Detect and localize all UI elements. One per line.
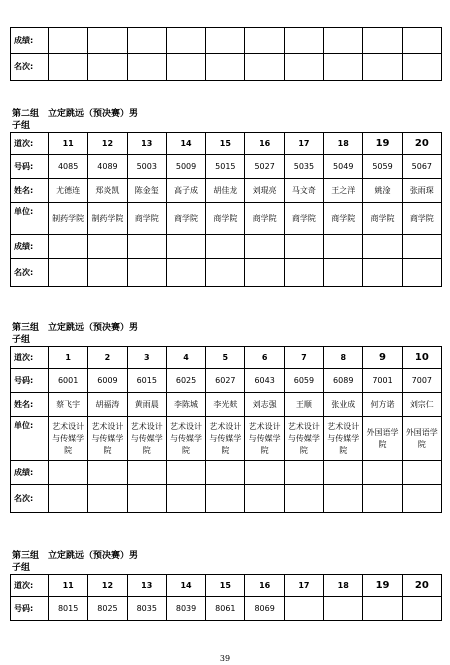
- page-number: 39: [219, 654, 231, 663]
- group-2-table: [10, 132, 442, 287]
- number-cell: 5035: [284, 155, 323, 179]
- group-title-line1: 第三组 立定跳远（预决赛）男: [12, 323, 139, 333]
- score-cell: [363, 235, 402, 259]
- score-cell: [49, 235, 88, 259]
- round-cell: 17: [284, 575, 323, 597]
- round-cell: 15: [206, 575, 245, 597]
- unit-cell: 商学院: [284, 203, 323, 235]
- rank-cell: [402, 259, 441, 287]
- number-cell: 6027: [206, 369, 245, 393]
- rank-cell: [88, 259, 127, 287]
- score-cell: [284, 235, 323, 259]
- score-cell: [284, 461, 323, 485]
- round-cell: 18: [324, 575, 363, 597]
- rank-cell: [363, 485, 402, 513]
- rank-cell: [324, 54, 363, 81]
- athlete-name-cell: 马文奇: [284, 179, 323, 203]
- group-title-line1: 第三组 立定跳远（预决赛）男: [12, 551, 139, 561]
- round-cell: 10: [402, 347, 441, 369]
- unit-row: [11, 203, 442, 235]
- round-cell: 8: [324, 347, 363, 369]
- round-label: 道次:: [11, 347, 49, 369]
- score-cell: [324, 235, 363, 259]
- round-cell: 16: [245, 575, 284, 597]
- athlete-name-cell: 尤德连: [49, 179, 88, 203]
- number-cell: 6059: [284, 369, 323, 393]
- rank-cell: [49, 259, 88, 287]
- score-cell: [166, 461, 205, 485]
- number-cell: 8069: [245, 597, 284, 621]
- athlete-name-cell: 胡佳龙: [206, 179, 245, 203]
- number-cell: 7001: [363, 369, 402, 393]
- round-cell: 3: [127, 347, 166, 369]
- name-row: [11, 393, 442, 417]
- round-cell: 11: [49, 575, 88, 597]
- round-cell: 9: [363, 347, 402, 369]
- rank-cell: [402, 54, 441, 81]
- group-title-line2: 子组: [12, 335, 31, 345]
- unit-cell: 商学院: [206, 203, 245, 235]
- group-title-line2: 子组: [12, 121, 31, 131]
- rank-cell: [206, 54, 245, 81]
- name-label: 姓名:: [11, 179, 49, 203]
- rank-cell: [88, 485, 127, 513]
- score-cell: [127, 28, 166, 54]
- athlete-name-cell: 黄雨晨: [127, 393, 166, 417]
- unit-cell: 艺术设计与传媒学院: [127, 417, 166, 461]
- score-row: [11, 461, 442, 485]
- unit-cell: 商学院: [363, 203, 402, 235]
- athlete-name-cell: 王顺: [284, 393, 323, 417]
- number-cell: 7007: [402, 369, 441, 393]
- score-cell: [206, 235, 245, 259]
- rank-cell: [166, 485, 205, 513]
- rank-cell: [49, 54, 88, 81]
- score-cell: [363, 461, 402, 485]
- unit-cell: 制药学院: [88, 203, 127, 235]
- rank-label: 名次:: [11, 259, 49, 287]
- unit-row: [11, 417, 442, 461]
- score-cell: [245, 28, 284, 54]
- group-title-line2: 子组: [12, 563, 31, 573]
- round-cell: 13: [127, 133, 166, 155]
- athlete-name-cell: 姚淦: [363, 179, 402, 203]
- round-cell: 14: [166, 133, 205, 155]
- round-cell: 13: [127, 575, 166, 597]
- round-row: [11, 347, 442, 369]
- number-cell: [402, 597, 441, 621]
- group-title: [12, 550, 312, 574]
- top-results-table: [10, 27, 442, 81]
- unit-cell: 商学院: [324, 203, 363, 235]
- number-cell: [324, 597, 363, 621]
- unit-cell: 外国语学院: [402, 417, 441, 461]
- rank-label: 名次:: [11, 54, 49, 81]
- rank-cell: [127, 259, 166, 287]
- score-cell: [324, 461, 363, 485]
- rank-row: [11, 485, 442, 513]
- score-cell: [49, 28, 88, 54]
- score-cell: [206, 28, 245, 54]
- rank-cell: [284, 259, 323, 287]
- name-label: 姓名:: [11, 393, 49, 417]
- score-cell: [166, 28, 205, 54]
- rank-cell: [324, 485, 363, 513]
- rank-cell: [284, 485, 323, 513]
- athlete-name-cell: 刘琨亮: [245, 179, 284, 203]
- round-cell: 14: [166, 575, 205, 597]
- athlete-name-cell: 何方诺: [363, 393, 402, 417]
- unit-cell: 艺术设计与传媒学院: [88, 417, 127, 461]
- unit-cell: 商学院: [166, 203, 205, 235]
- unit-cell: 艺术设计与传媒学院: [284, 417, 323, 461]
- rank-cell: [206, 259, 245, 287]
- rank-cell: [88, 54, 127, 81]
- rank-cell: [363, 259, 402, 287]
- unit-cell: 艺术设计与传媒学院: [324, 417, 363, 461]
- score-cell: [324, 28, 363, 54]
- score-cell: [363, 28, 402, 54]
- name-row: [11, 179, 442, 203]
- score-cell: [127, 235, 166, 259]
- round-cell: 17: [284, 133, 323, 155]
- number-cell: 8061: [206, 597, 245, 621]
- round-cell: 7: [284, 347, 323, 369]
- athlete-name-cell: 高子成: [166, 179, 205, 203]
- number-row: [11, 369, 442, 393]
- rank-cell: [49, 485, 88, 513]
- number-cell: 6015: [127, 369, 166, 393]
- unit-cell: 艺术设计与传媒学院: [206, 417, 245, 461]
- round-cell: 20: [402, 133, 441, 155]
- athlete-name-cell: 陈金玺: [127, 179, 166, 203]
- group-title-line1: 第二组 立定跳远（预决赛）男: [12, 109, 139, 119]
- round-row: [11, 575, 442, 597]
- unit-label: 单位:: [11, 417, 49, 461]
- rank-row: [11, 54, 442, 81]
- athlete-name-cell: 刘志强: [245, 393, 284, 417]
- unit-cell: 商学院: [245, 203, 284, 235]
- number-cell: 8015: [49, 597, 88, 621]
- athlete-name-cell: 王之洋: [324, 179, 363, 203]
- rank-cell: [245, 54, 284, 81]
- unit-cell: 艺术设计与传媒学院: [166, 417, 205, 461]
- number-cell: 5027: [245, 155, 284, 179]
- athlete-name-cell: 李陈城: [166, 393, 205, 417]
- athlete-name-cell: 郑炎凯: [88, 179, 127, 203]
- score-row: [11, 235, 442, 259]
- score-row: [11, 28, 442, 54]
- number-cell: 5009: [166, 155, 205, 179]
- number-cell: 8039: [166, 597, 205, 621]
- round-cell: 16: [245, 133, 284, 155]
- round-label: 道次:: [11, 575, 49, 597]
- unit-label: 单位:: [11, 203, 49, 235]
- score-cell: [88, 461, 127, 485]
- round-cell: 1: [49, 347, 88, 369]
- rank-cell: [245, 259, 284, 287]
- score-cell: [88, 235, 127, 259]
- round-cell: 12: [88, 133, 127, 155]
- rank-cell: [245, 485, 284, 513]
- athlete-name-cell: 蔡飞宇: [49, 393, 88, 417]
- rank-cell: [127, 54, 166, 81]
- round-cell: 5: [206, 347, 245, 369]
- unit-cell: 制药学院: [49, 203, 88, 235]
- score-cell: [402, 235, 441, 259]
- unit-cell: 商学院: [402, 203, 441, 235]
- number-cell: 6025: [166, 369, 205, 393]
- number-cell: 5003: [127, 155, 166, 179]
- number-cell: 6043: [245, 369, 284, 393]
- round-cell: 15: [206, 133, 245, 155]
- group-3-table: [10, 346, 442, 513]
- number-cell: 6009: [88, 369, 127, 393]
- number-cell: [363, 597, 402, 621]
- rank-cell: [324, 259, 363, 287]
- score-cell: [402, 461, 441, 485]
- round-cell: 12: [88, 575, 127, 597]
- round-cell: 19: [363, 575, 402, 597]
- rank-cell: [166, 54, 205, 81]
- score-label: 成绩:: [11, 235, 49, 259]
- group-3-continued-table: [10, 574, 442, 621]
- rank-cell: [206, 485, 245, 513]
- number-cell: [284, 597, 323, 621]
- round-cell: 18: [324, 133, 363, 155]
- number-cell: 8025: [88, 597, 127, 621]
- score-cell: [206, 461, 245, 485]
- number-label: 号码:: [11, 155, 49, 179]
- number-label: 号码:: [11, 597, 49, 621]
- athlete-name-cell: 李光麸: [206, 393, 245, 417]
- round-cell: 2: [88, 347, 127, 369]
- round-label: 道次:: [11, 133, 49, 155]
- number-cell: 5015: [206, 155, 245, 179]
- athlete-name-cell: 刘宗仁: [402, 393, 441, 417]
- number-cell: 4085: [49, 155, 88, 179]
- score-cell: [166, 235, 205, 259]
- rank-cell: [166, 259, 205, 287]
- rank-cell: [363, 54, 402, 81]
- unit-cell: 艺术设计与传媒学院: [49, 417, 88, 461]
- rank-cell: [402, 485, 441, 513]
- rank-cell: [284, 54, 323, 81]
- score-cell: [127, 461, 166, 485]
- round-cell: 11: [49, 133, 88, 155]
- athlete-name-cell: 胡福涛: [88, 393, 127, 417]
- unit-cell: 商学院: [127, 203, 166, 235]
- score-label: 成绩:: [11, 461, 49, 485]
- score-cell: [88, 28, 127, 54]
- number-cell: 6089: [324, 369, 363, 393]
- athlete-name-cell: 张业成: [324, 393, 363, 417]
- score-cell: [245, 461, 284, 485]
- unit-cell: 外国语学院: [363, 417, 402, 461]
- round-cell: 20: [402, 575, 441, 597]
- unit-cell: 艺术设计与传媒学院: [245, 417, 284, 461]
- number-row: [11, 155, 442, 179]
- athlete-name-cell: 张雨琛: [402, 179, 441, 203]
- number-cell: 8035: [127, 597, 166, 621]
- rank-cell: [127, 485, 166, 513]
- score-cell: [402, 28, 441, 54]
- round-row: [11, 133, 442, 155]
- number-row: [11, 597, 442, 621]
- number-cell: 5049: [324, 155, 363, 179]
- rank-label: 名次:: [11, 485, 49, 513]
- number-label: 号码:: [11, 369, 49, 393]
- number-cell: 5059: [363, 155, 402, 179]
- number-cell: 6001: [49, 369, 88, 393]
- round-cell: 4: [166, 347, 205, 369]
- score-label: 成绩:: [11, 28, 49, 54]
- score-cell: [284, 28, 323, 54]
- rank-row: [11, 259, 442, 287]
- score-cell: [245, 235, 284, 259]
- group-title: [12, 322, 312, 346]
- number-cell: 4089: [88, 155, 127, 179]
- round-cell: 19: [363, 133, 402, 155]
- round-cell: 6: [245, 347, 284, 369]
- score-cell: [49, 461, 88, 485]
- number-cell: 5067: [402, 155, 441, 179]
- group-title: [12, 108, 312, 132]
